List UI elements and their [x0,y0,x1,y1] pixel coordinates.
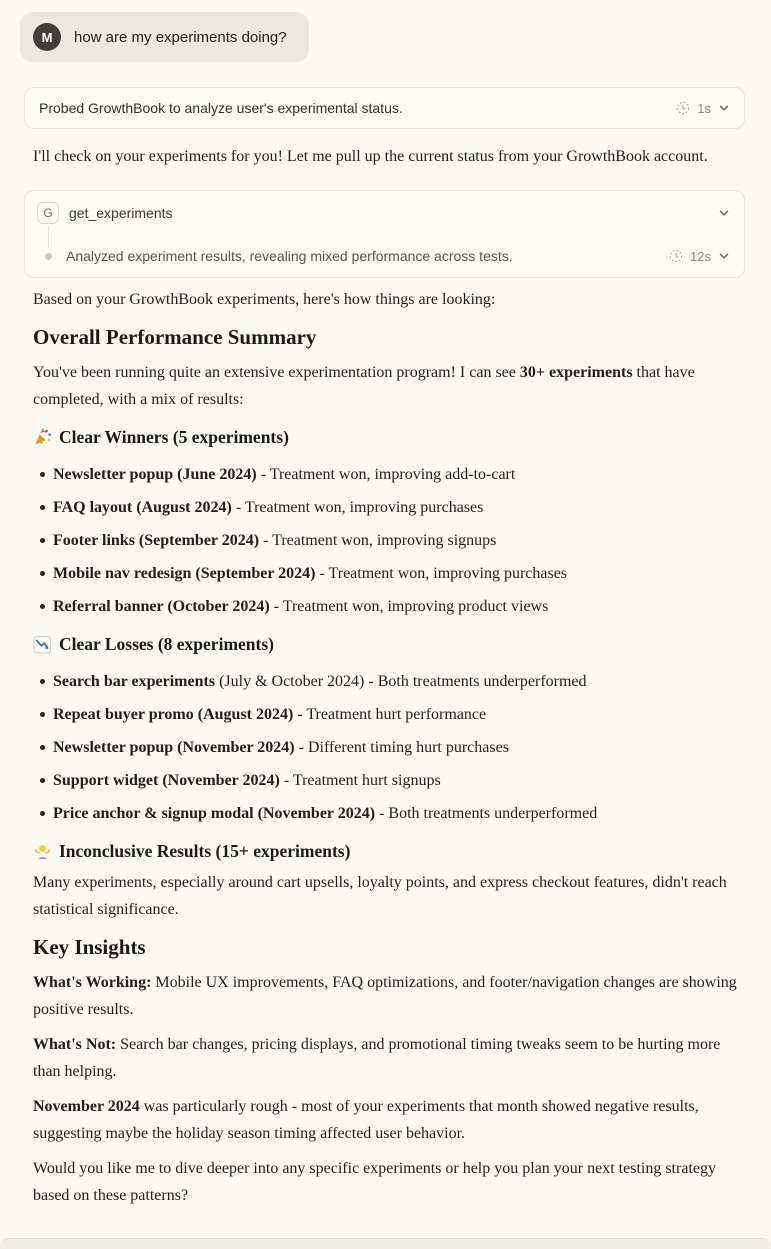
insight-paragraph: November 2024 was particularly rough - most of your experiments that month showed negative results, suggesting maybe the holiday season timing affected user behavior. [33,1098,699,1142]
chevron-down-icon[interactable] [718,102,730,114]
tool-call-connector-line [48,226,49,248]
chevron-down-icon[interactable] [718,207,730,219]
tool-call-name: get_experiments [69,205,173,221]
list-item: Price anchor & signup modal (November 2024) - Both treatments underperformed [53,800,745,827]
losses-list [33,668,745,827]
list-item: Newsletter popup (June 2024) - Treatment won, improving add-to-cart [53,461,745,488]
insights-heading: Key Insights [33,935,146,959]
list-item: Repeat buyer promo (August 2024) - Treatment hurt performance [53,701,745,728]
list-item: Search bar experiments (July & October 2024) - Both treatments underperformed [53,668,745,695]
list-item: Footer links (September 2024) - Treatment won, improving signups [53,527,745,554]
list-item: FAQ layout (August 2024) - Treatment won, improving purchases [53,494,745,521]
thinking-summary-bar[interactable] [24,87,745,129]
inconclusive-heading [33,839,745,863]
party-popper-icon [33,428,52,447]
user-message-row [0,0,771,62]
winners-list [33,461,745,620]
user-avatar-initial: M [41,29,53,45]
thinking-summary-label: Probed GrowthBook to analyze user's experimental status. [39,100,403,116]
losses-heading-text: Clear Losses (8 experiments) [59,634,274,654]
timer-icon [669,249,683,263]
tool-call-header[interactable] [25,191,744,235]
tool-call-meta [669,249,730,264]
insight-paragraph: What's Working: Mobile UX improvements, FAQ optimizations, and footer/navigation changes are showing positive results. [33,974,737,1018]
assistant-response [33,286,745,1217]
summary-text: You've been running quite an extensive experimentation program! I can see [33,364,520,381]
summary-bold: 30+ experiments [519,364,633,381]
list-item: Newsletter popup (November 2024) - Different timing hurt purchases [53,734,745,761]
summary-paragraph [33,359,745,413]
thinking-meta [676,101,730,116]
list-item: Mobile nav redesign (September 2024) - Treatment won, improving purchases [53,560,745,587]
summary-text-after: that have completed, with a mix of results: [33,364,695,408]
lead-paragraph: Based on your GrowthBook experiments, here's how things are looking: [33,291,496,308]
summary-heading: Overall Performance Summary [33,325,317,349]
message-input-area-edge[interactable] [0,1238,771,1249]
inconclusive-heading-text: Inconclusive Results (15+ experiments) [59,841,351,861]
tool-call-result-row[interactable] [25,235,744,277]
assistant-intro [33,143,745,178]
growthbook-badge-icon: G [37,202,59,224]
user-message-text: how are my experiments doing? [74,28,287,46]
timer-icon [676,101,690,115]
chart-decreasing-icon [33,635,52,654]
tool-call-result-summary: Analyzed experiment results, revealing mixed performance across tests. [66,248,513,264]
list-item: Support widget (November 2024) - Treatment hurt signups [53,767,745,794]
person-shrugging-icon [33,842,52,861]
user-message-bubble [20,12,309,62]
closing-paragraph: Would you like me to dive deeper into any specific experiments or help you plan your next testing strategy based on these patterns? [33,1160,716,1204]
list-item: Referral banner (October 2024) - Treatment won, improving product views [53,593,745,620]
inconclusive-paragraph: Many experiments, especially around cart upsells, loyalty points, and express checkout features, didn't reach statistical significance. [33,874,727,918]
tool-call-card [24,190,745,278]
user-avatar [33,23,61,51]
insight-paragraph: What's Not: Search bar changes, pricing displays, and promotional timing tweaks seem to be hurting more than helping. [33,1036,721,1080]
intro-paragraph: I'll check on your experiments for you! Let me pull up the current status from your GrowthBook account. [33,148,708,165]
losses-heading [33,632,745,656]
winners-heading [33,425,745,449]
chevron-down-icon[interactable] [718,250,730,262]
result-bullet-dot [45,253,52,260]
tool-call-duration: 12s [690,248,711,264]
thinking-duration: 1s [697,100,711,116]
winners-heading-text: Clear Winners (5 experiments) [59,427,289,447]
